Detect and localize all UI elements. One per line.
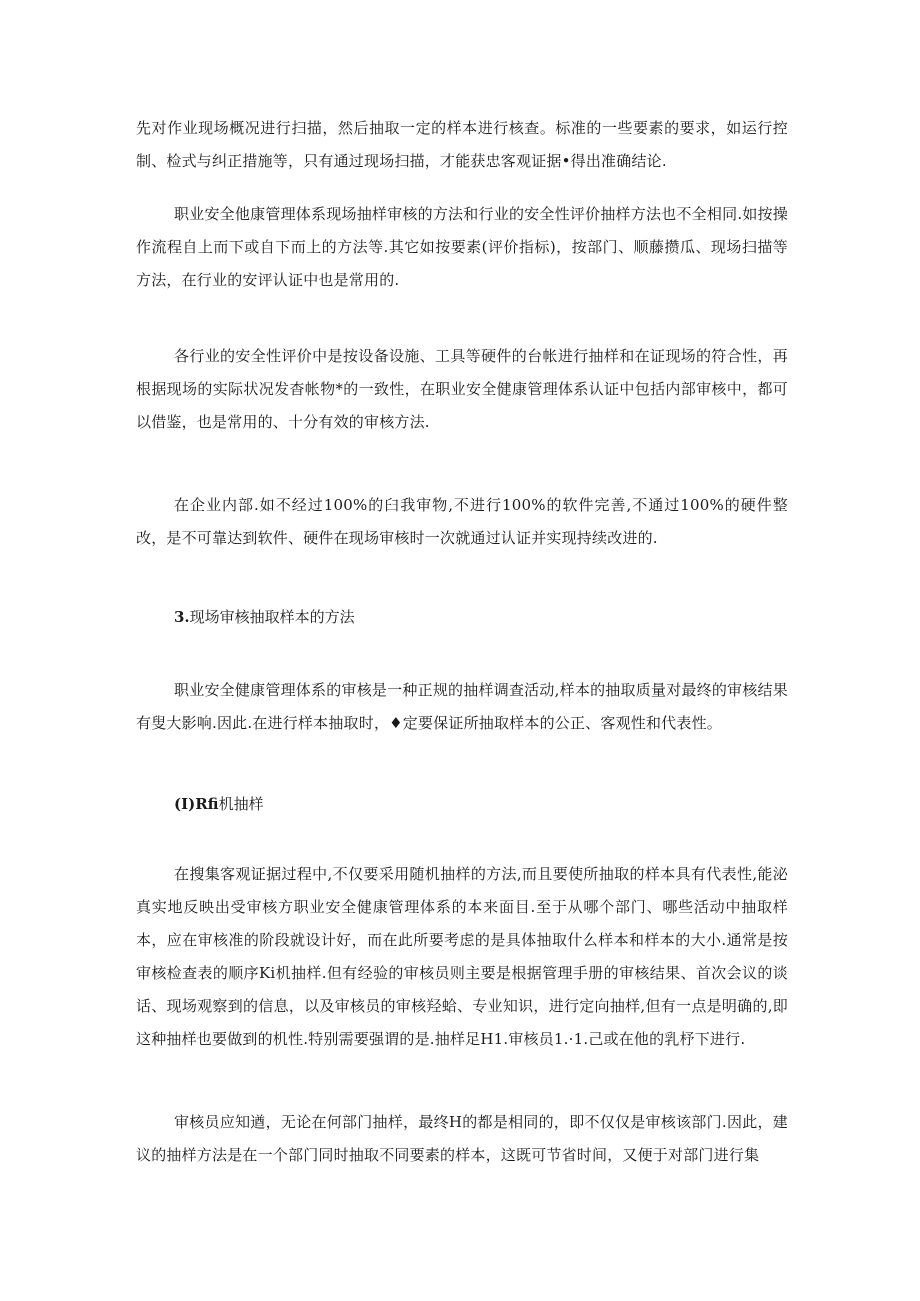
subsection-heading-number: (I)Rfi	[174, 795, 219, 813]
subsection-heading-random-sampling	[174, 788, 264, 821]
paragraph-site-scan: 先对作业现场概况进行扫描，然后抽取一定的样本进行核查。标准的一些要素的要求，如运行控制、检式与纠正措施等，只有通过现场扫描，才能获忠客观证据•得出准确结论.	[136, 119, 788, 170]
paragraph-industry-evaluation: 各行业的安全性评价中是按设备设施、工具等硬件的台帐进行抽样和在证现场的符合性，再根据现场的实际状况发杳帐物*的一致性，在职业安全健康管理体系认证中包括内部审核中，都可以借鉴，也是常用的、十分有效的审核方法.	[136, 347, 788, 431]
paragraph-audit-sampling-survey: 职业安全健康管理体系的审核是一种正规的抽样调查活动,样本的抽取质量对最终的审核结果有叟大影响.因此.在进行样本抽取时，♦定要保证所抽取样本的公正、客观性和代表性。	[136, 681, 788, 732]
paragraph-evidence-collection: 在搜集客观证据过程中,不仅要采用随机抽样的方法,而且要使所抽取的样本具有代表性,能泌真实地反映出受审核方职业安全健康管理体系的本来面目.至于从哪个部门、哪些活动中抽取样本，应在审核准的阶段就设计好，而在此所要考虑的是具体抽取什么样本和样本的大小.通常是按审核检查表的顺序Ki机抽样.但有经验的审核员则主要是根据管理手册的审核结果、首次会议的谈话、现场观察到的信息，以及审核员的审核羟蛤、专业知识，进行定向抽样,但有一点是明确的,即这种抽样也要做到的机性.特别需要强谓的是.抽样足H1.审核员1.·1.己或在他的乳杼下进行.	[136, 865, 788, 1048]
paragraph-internal-enterprise: 在企业内部.如不经过100%的臼我审物,不进行100%的软件完善,不通过100%的硬件整改，是不可靠达到软件、硬件在现场审核时一次就通过认证并实现持续改进的.	[136, 496, 788, 547]
section-heading-3-text: 现场审核抽取样本的方法	[189, 608, 355, 626]
paragraph-sampling-methods: 职业安全他康管理体系现场抽样审核的方法和行业的安全性评价抽样方法也不全相同.如按操作流程自上而下或自下而上的方法等.其它如按要素(评价指标)，按部门、顺藤攒瓜、现场扫描等方法，在行业的安评认证中也是常用的.	[136, 205, 788, 289]
subsection-heading-text: 机抽样	[218, 795, 264, 813]
section-heading-3-number: 3.	[174, 608, 190, 626]
paragraph-auditor-should-know: 审核员应知遒，无论在何部门抽样，最终H的都是相同的，即不仅仅是审核该部门.因此，建议的抽样方法是在一个部门同时抽取不同要素的样本，这既可节省时间，又便于对部门进行集	[136, 1113, 788, 1164]
section-heading-3	[174, 601, 355, 634]
